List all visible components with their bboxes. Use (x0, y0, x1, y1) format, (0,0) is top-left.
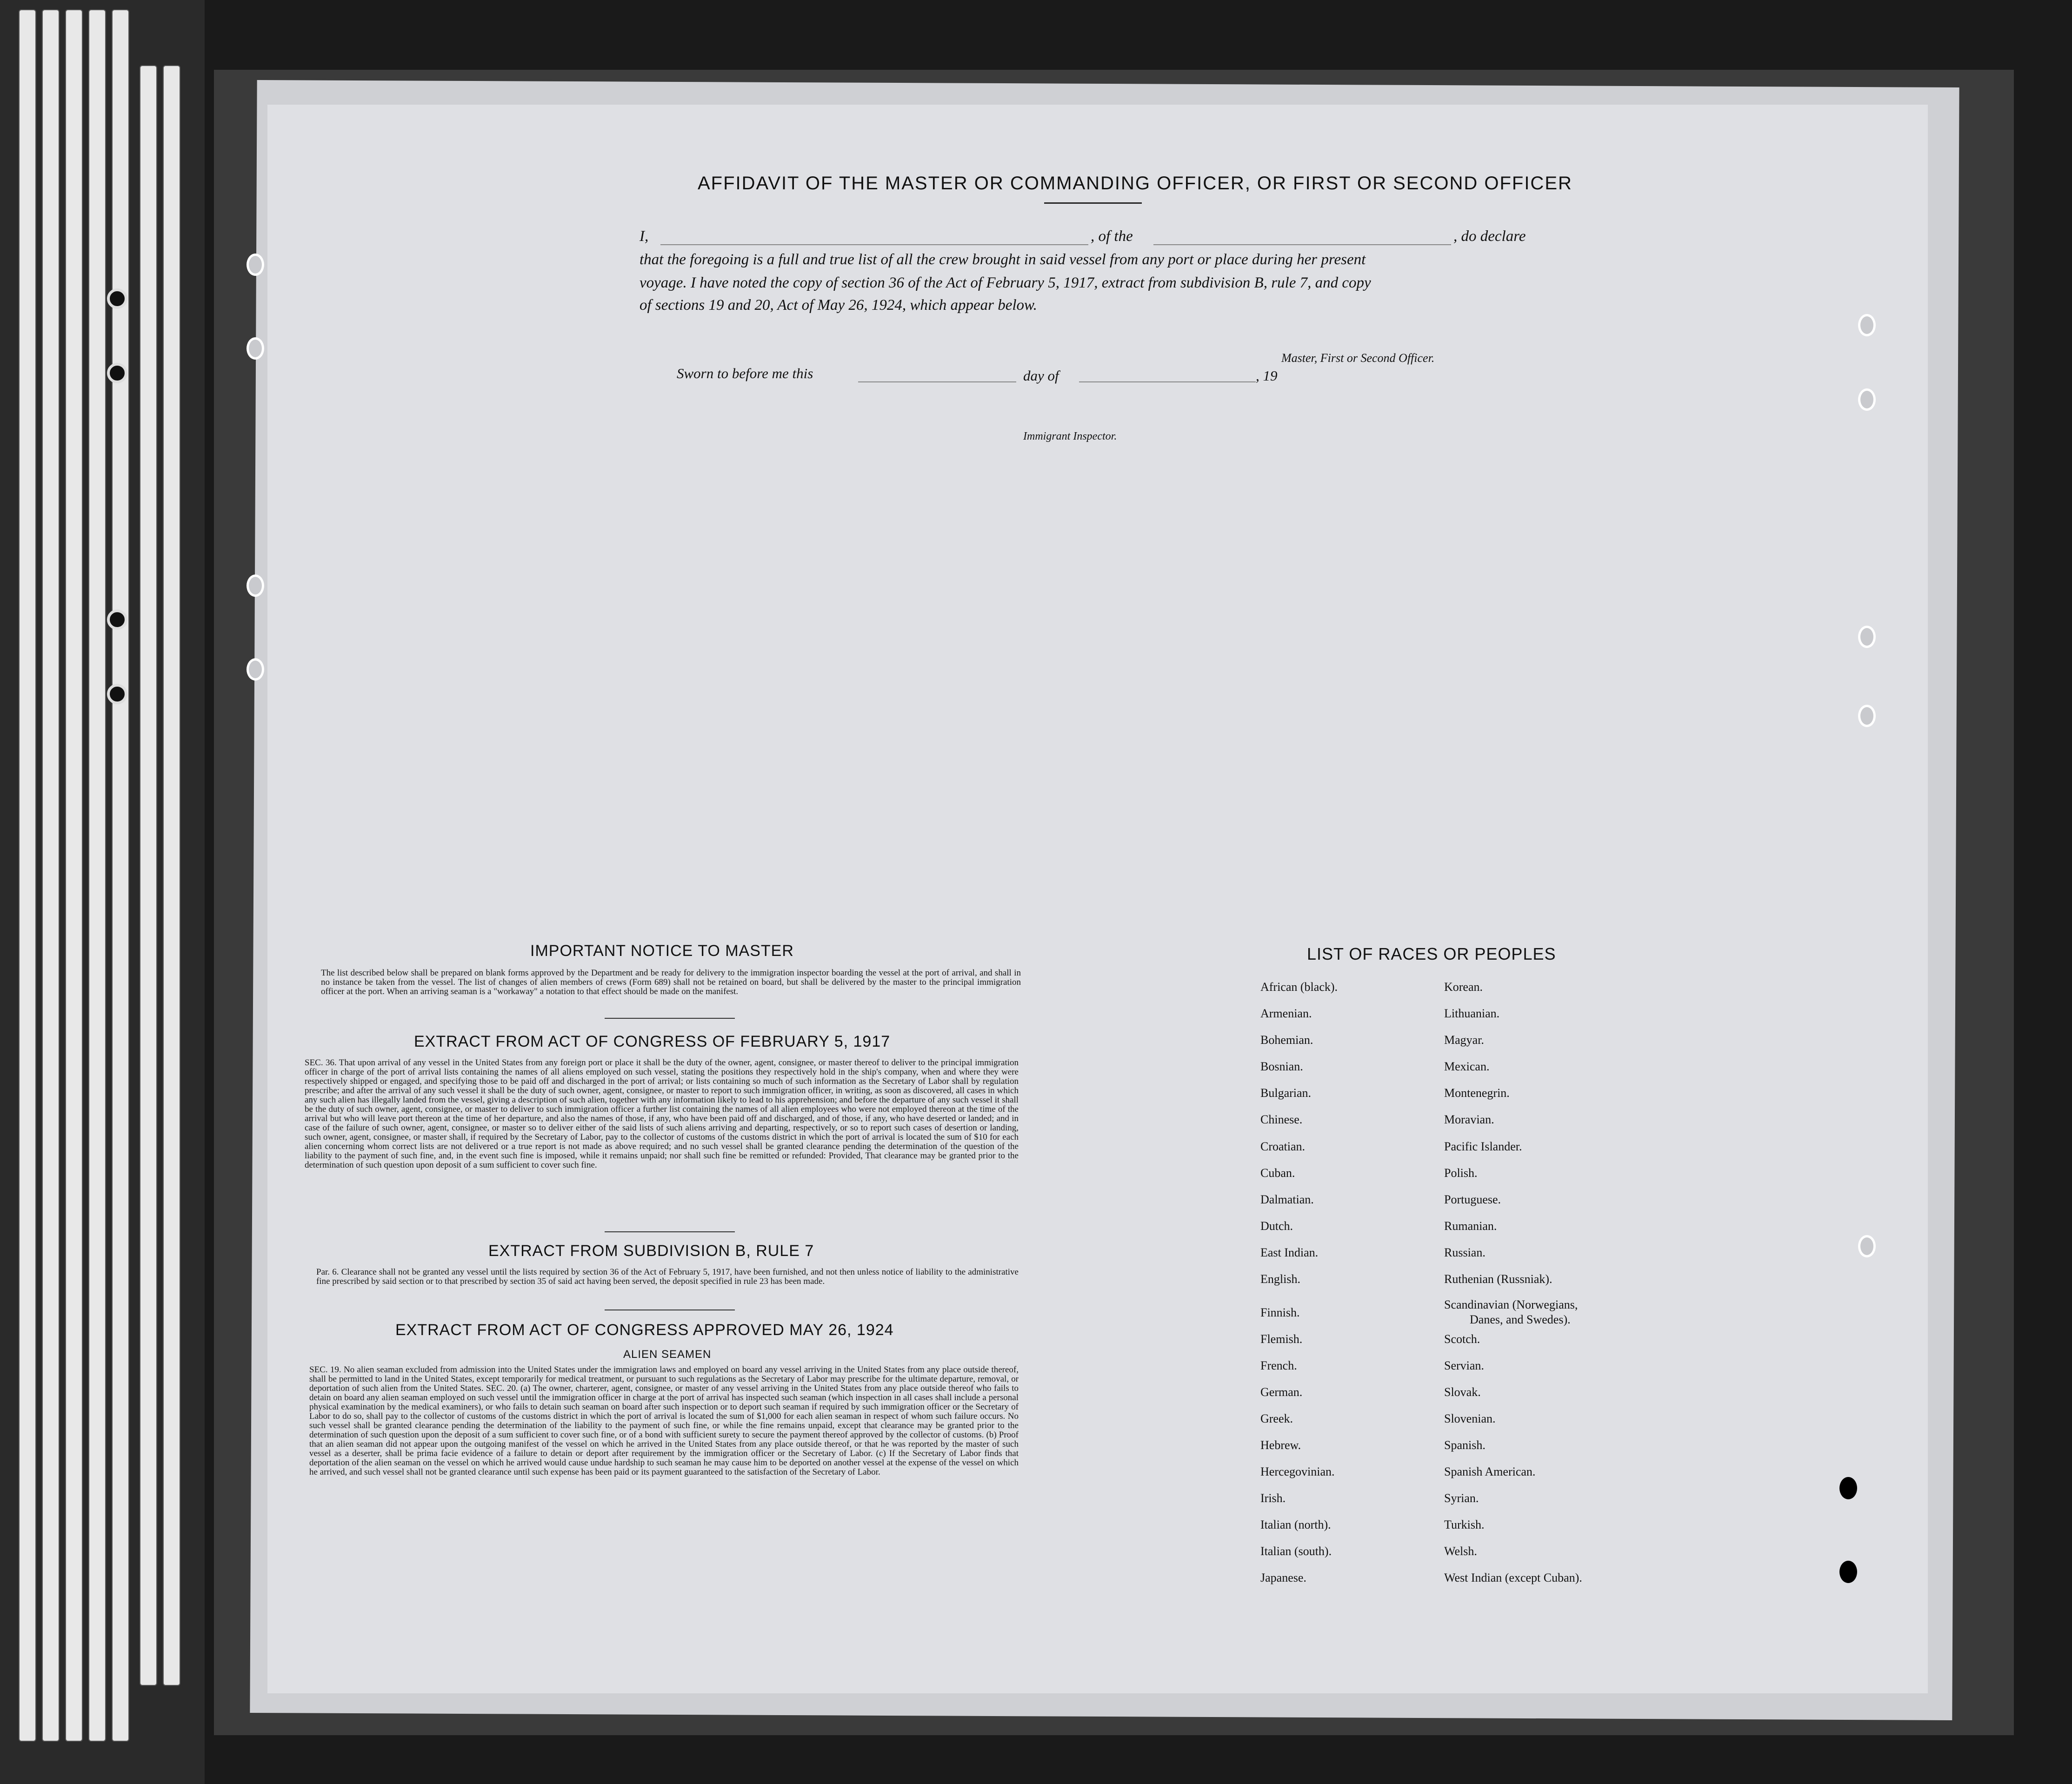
section-rule (605, 1018, 735, 1019)
race-item: Mexican. (1444, 1060, 1490, 1073)
race-item: Cuban. (1260, 1166, 1295, 1180)
race-item: African (black). (1260, 980, 1338, 994)
race-item: German. (1260, 1385, 1303, 1399)
punch-hole (247, 254, 264, 276)
inspector-label: Immigrant Inspector. (1023, 430, 1117, 442)
race-item: Dalmatian. (1260, 1193, 1314, 1206)
affidavit-line-2: that the foregoing is a full and true list of all the crew brought in said vessel from any port or place during her present (640, 251, 1366, 268)
punch-hole (1858, 705, 1876, 727)
page-edge (112, 9, 129, 1742)
month-blank (1079, 381, 1256, 382)
race-item: Servian. (1444, 1359, 1484, 1372)
page-edge (65, 9, 83, 1742)
race-item: Japanese. (1260, 1571, 1306, 1584)
race-item: Hebrew. (1260, 1438, 1301, 1452)
race-item: East Indian. (1260, 1246, 1319, 1259)
binder-ring (107, 363, 127, 383)
extract-1917-title: EXTRACT FROM ACT OF CONGRESS OF FEBRUARY 5, 1917 (414, 1033, 891, 1050)
year-label: , 19 (1256, 367, 1278, 384)
sworn-day-blank (858, 381, 1016, 382)
race-item: Finnish. (1260, 1306, 1300, 1319)
race-item: Spanish. (1444, 1438, 1486, 1452)
race-item: Korean. (1444, 980, 1483, 994)
affidavit-i: I, (640, 228, 649, 245)
page-edge (19, 9, 36, 1742)
extract-1917-body: SEC. 36. That upon arrival of any vessel in the United States from any foreign port or place it shall be the duty of the owner, agent, consignee, or master thereof to deliver to the principal immigration officer in charge of the port of arrival lists containing the names of all aliens employed on such vessel, stating the positions they respectively hold in the ship's company, when and where they were respectively shipped or engaged, and specifying those to be paid off and discharged in the port of arrival; or lists containing so much of such information as the Secretary of Labor shall by regulation prescribe; and after the arrival of any such vessel it shall be the duty of such owner, agent, consignee, or master to report to such immigration officer, in writing, as soon as discovered, all cases in which any such alien has illegally landed from the vessel, giving a description of such alien, together with any information likely to lead to his apprehension; and before the departure of any such vessel it shall be the duty of such owner, agent, consignee, or master to deliver to such immigration officer a further list containing the names of all alien employees who were not employed thereon at the time of the arrival but who will leave port thereon at the time of her departure, and also the names of those, if any, who have been paid off and discharged, and of those, if any, who have deserted or landed; and in case of the failure of such owner, agent, consignee, or master so to deliver either of the said lists of such aliens arriving and departing, respectively, or so to report such cases of desertion or landing, such owner, agent, consignee, or master shall, if required by the Secretary of Labor, pay to the collector of customs of the customs district in which the port of arrival is located the sum of $10 for each alien concerning whom correct lists are not delivered or a true report is not made as above required; and no such vessel shall be granted clearance pending the determination of the question of the liability to the payment of such fine, and, in the event such fine is imposed, while it remains unpaid; nor shall such fine be remitted or refunded: Provided, That clearance may be granted prior to the determination of such question upon deposit of a sum sufficient to cover such fine. (305, 1058, 1019, 1170)
race-item: Portuguese. (1444, 1193, 1501, 1206)
notice-body: The list described below shall be prepared on blank forms approved by the Department and be ready for delivery to the immigration inspector boarding the vessel at the port of arrival, and shall in no instance be taken from the vessel. The list of changes of alien members of crews (Form 689) shall not be retained on board, but shall be delivered by the master to the principal immigration officer at the port. When an arriving seaman is a "workaway" a notation to that effect should be made on the manifest. (321, 969, 1021, 996)
race-item: French. (1260, 1359, 1297, 1372)
extract-rule7-body: Par. 6. Clearance shall not be granted any vessel until the lists required by section 36 of the Act of February 5, 1917, have been furnished, and not then unless notice of liability to the administrative fine prescribed by said section or to that prescribed by section 35 of said act having been served, the deposit specified in rule 23 has been made. (316, 1268, 1019, 1286)
race-item: Spanish American. (1444, 1465, 1536, 1478)
race-item: Lithuanian. (1444, 1007, 1500, 1020)
affidavit-title: AFFIDAVIT OF THE MASTER OR COMMANDING OFFICER, OR FIRST OR SECOND OFFICER (698, 173, 1572, 194)
affidavit-of-the: , of the (1091, 228, 1133, 245)
master-label: Master, First or Second Officer. (1281, 351, 1435, 365)
race-item: Croatian. (1260, 1140, 1306, 1153)
race-item-continuation: Danes, and Swedes). (1470, 1313, 1571, 1326)
race-item: Pacific Islander. (1444, 1140, 1522, 1153)
race-item: Polish. (1444, 1166, 1478, 1180)
page-edge (88, 9, 106, 1742)
races-title: LIST OF RACES OR PEOPLES (1307, 944, 1556, 963)
race-item: West Indian (except Cuban). (1444, 1571, 1582, 1584)
race-item: Greek. (1260, 1412, 1293, 1425)
race-item: Rumanian. (1444, 1219, 1497, 1233)
punch-hole (247, 575, 264, 597)
punch-hole (247, 337, 264, 360)
extract-rule7-title: EXTRACT FROM SUBDIVISION B, RULE 7 (488, 1242, 814, 1260)
race-item: Bosnian. (1260, 1060, 1303, 1073)
race-item: Dutch. (1260, 1219, 1293, 1233)
race-item: Chinese. (1260, 1113, 1303, 1126)
punch-hole (1839, 1477, 1857, 1499)
affidavit-line-3: voyage. I have noted the copy of section 36 of the Act of February 5, 1917, extract from subdivision B, rule 7, and copy (640, 274, 1371, 291)
binder-ring (107, 288, 127, 309)
binder-ring (107, 609, 127, 630)
extract-1924-title: EXTRACT FROM ACT OF CONGRESS APPROVED MAY 26, 1924 (395, 1321, 894, 1339)
binder-left-edge (0, 0, 205, 1784)
affidavit-declare: , do declare (1453, 228, 1526, 245)
punch-hole (1858, 626, 1876, 648)
race-item: Bulgarian. (1260, 1086, 1312, 1100)
race-item: Italian (north). (1260, 1518, 1331, 1531)
binder-ring (107, 684, 127, 704)
race-item: Moravian. (1444, 1113, 1494, 1126)
punch-hole (1858, 1235, 1876, 1257)
notice-title: IMPORTANT NOTICE TO MASTER (530, 942, 794, 960)
race-item: Bohemian. (1260, 1033, 1313, 1047)
page-edge (140, 65, 157, 1686)
race-item: Syrian. (1444, 1491, 1479, 1505)
sworn-label: Sworn to before me this (677, 365, 813, 381)
race-item: Scandinavian (Norwegians, (1444, 1298, 1578, 1311)
extract-1924-body: SEC. 19. No alien seaman excluded from admission into the United States under the immigration laws and employed on board any vessel arriving in the United States from any place outside thereof, shall be permitted to land in the United States, except temporarily for medical treatment, or pursuant to such regulations as the Secretary of Labor may prescribe for the ultimate departure, removal, or deportation of such alien from the United States. SEC. 20. (a) The owner, charterer, agent, consignee, or master of any vessel arriving in the United States from any place outside thereof who fails to detain on board any alien seaman employed on such vessel until the immigration officer in charge at the port of arrival has inspected such seaman (which inspection in all cases shall include a personal physical examination by the medical examiners), or who fails to detain such seaman on board after such inspection or to deport such seaman if required by such immigration officer or the Secretary of Labor to do so, shall pay to the collector of customs of the customs district in which the port of arrival is located the sum of $1,000 for each alien seaman in respect of whom such failure occurs. No such vessel shall be granted clearance pending the determination of the liability to the payment of such fine, or while the fine remains unpaid, except that clearance may be granted prior to the determination of such question upon the deposit of a sum sufficient to cover such fine, or of a bond with sufficient surety to secure the payment thereof approved by the collector of customs. (b) Proof that an alien seaman did not appear upon the outgoing manifest of the vessel on which he arrived in the United States from any place outside thereof, or that he was reported by the master of such vessel as a deserter, shall be prima facie evidence of a failure to detain or deport after requirement by the immigration officer or the Secretary of Labor. (c) If the Secretary of Labor finds that deportation of the alien seaman on the vessel on which he arrived would cause undue hardship to such seaman he may cause him to be deported on another vessel at the expense of the vessel on which he arrived, and such vessel shall not be granted clearance until such expense has been paid or its payment guaranteed to the satisfaction of the Secretary of Labor. (309, 1365, 1019, 1477)
race-item: Hercegovinian. (1260, 1465, 1335, 1478)
race-item: Magyar. (1444, 1033, 1484, 1047)
race-item: Slovak. (1444, 1385, 1481, 1399)
race-item: Welsh. (1444, 1544, 1477, 1558)
page-edge (163, 65, 180, 1686)
day-of-label: day of (1023, 367, 1059, 384)
name-blank (660, 244, 1088, 245)
page-edge (42, 9, 60, 1742)
alien-seamen-subtitle: ALIEN SEAMEN (623, 1348, 712, 1361)
race-item: Turkish. (1444, 1518, 1485, 1531)
race-item: English. (1260, 1272, 1300, 1286)
punch-hole (247, 658, 264, 681)
punch-hole (1839, 1561, 1857, 1583)
race-item: Russian. (1444, 1246, 1486, 1259)
section-rule (605, 1231, 735, 1232)
title-rule (1044, 202, 1142, 204)
race-item: Scotch. (1444, 1332, 1480, 1346)
punch-hole (1858, 388, 1876, 411)
race-item: Slovenian. (1444, 1412, 1496, 1425)
race-item: Ruthenian (Russniak). (1444, 1272, 1552, 1286)
race-item: Italian (south). (1260, 1544, 1332, 1558)
race-item: Irish. (1260, 1491, 1286, 1505)
race-item: Armenian. (1260, 1007, 1312, 1020)
race-item: Flemish. (1260, 1332, 1303, 1346)
race-item: Montenegrin. (1444, 1086, 1510, 1100)
vessel-blank (1153, 244, 1451, 245)
punch-hole (1858, 314, 1876, 336)
affidavit-line-4: of sections 19 and 20, Act of May 26, 1924, which appear below. (640, 297, 1037, 314)
